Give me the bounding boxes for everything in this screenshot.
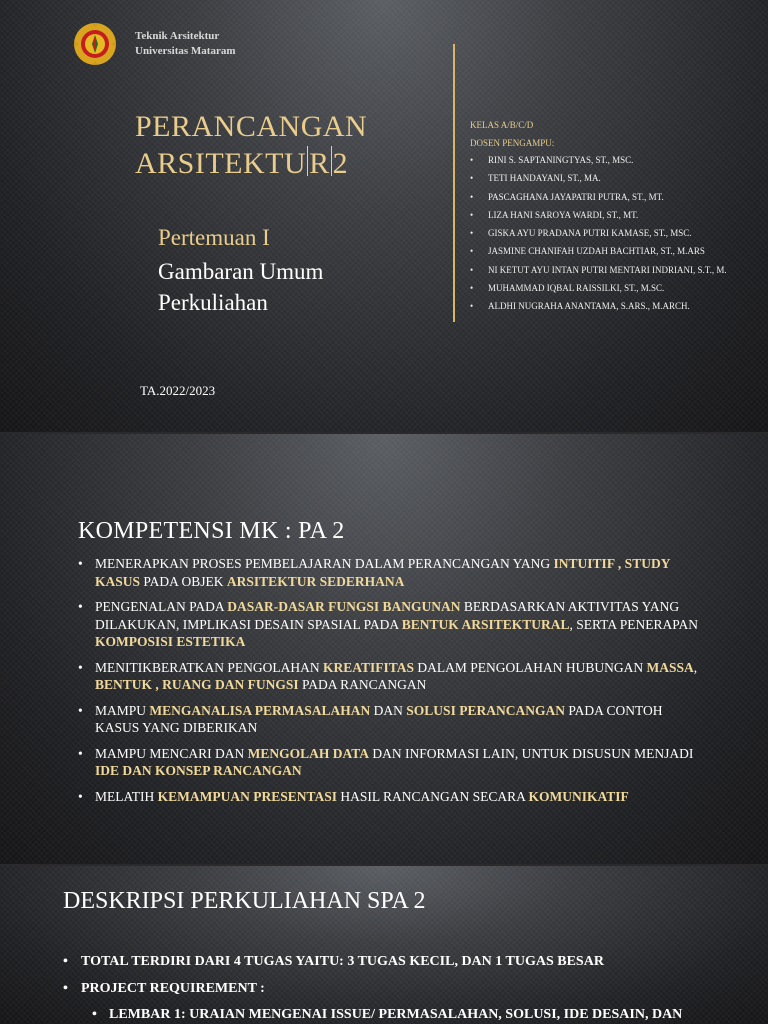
bullet-icon: • — [470, 228, 474, 239]
body-text: MAMPU MENCARI DAN — [95, 745, 248, 761]
bullet-icon: • — [470, 191, 474, 202]
body-text: HASIL RANCANGAN SECARA — [337, 788, 529, 804]
highlight-text: KOMPOSISI ESTETIKA — [95, 634, 246, 649]
lecturer-item — [470, 188, 727, 206]
bullet-icon: • — [470, 301, 474, 312]
lecturer-item — [470, 151, 727, 169]
lecturer-item — [470, 169, 727, 187]
competency-item — [78, 745, 698, 780]
lecturer-name: ALDHI NUGRAHA ANANTAMA, S.ARS., M.ARCH. — [488, 301, 690, 312]
body-text: DAN INFORMASI LAIN, UNTUK DISUSUN MENJADI — [369, 745, 694, 761]
bullet-icon: • — [470, 209, 474, 220]
competency-item — [78, 788, 698, 806]
highlight-text: INTUITIF , STUDY KASUS — [95, 556, 670, 589]
sub-list-item: • LEMBAR 1: URAIAN MENGENAI ISSUE/ PERMASALAHAN, SOLUSI, IDE DESAIN, DAN — [92, 1007, 683, 1022]
highlight-text: DASAR-DASAR FUNGSI BANGUNAN — [227, 599, 461, 614]
lecturer-item — [470, 206, 727, 224]
body-text: MAMPU — [95, 702, 150, 718]
course-title: PERANCANGAN ARSITEKTU R 2 — [135, 110, 368, 180]
body-text: , — [693, 659, 698, 675]
lecturer-name: LIZA HANI SAROYA WARDI, ST., MT. — [488, 209, 639, 220]
description-text: PROJECT REQUIREMENT : — [81, 981, 265, 996]
highlight-text: KEMAMPUAN PRESENTASI — [157, 788, 338, 804]
highlight-text: ARSITEKTUR SEDERHANA — [226, 573, 405, 589]
competency-item — [78, 555, 698, 590]
bullet-icon: • — [63, 954, 68, 969]
highlight-text: BENTUK ARSITEKTURAL — [401, 616, 570, 632]
bullet-icon: • — [470, 283, 474, 294]
meeting-label: Pertemuan I — [158, 225, 270, 250]
highlight-text: IDE DAN KONSEP RANCANGAN — [95, 763, 302, 778]
highlight-text: MENGANALISA PERMASALAHAN — [149, 702, 371, 718]
lecturer-item — [470, 279, 727, 297]
body-text: MENITIKBERATKAN PENGOLAHAN — [95, 659, 323, 675]
body-text: PADA OBJEK — [140, 573, 227, 589]
bullet-icon: • — [63, 981, 68, 996]
bullet-icon: • — [92, 1007, 97, 1022]
body-text: BERDASARKAN AKTIVITAS YANG DILAKUKAN, IMPLIKASI DESAIN SPASIAL PADA — [95, 599, 680, 632]
slide-deskripsi — [0, 866, 768, 1024]
bullet-icon: • — [470, 264, 474, 275]
lecturer-name: NI KETUT AYU INTAN PUTRI MENTARI INDRIANI, S.T., M. — [488, 264, 727, 275]
highlight-text: KREATIFITAS — [322, 659, 415, 675]
bullet-icon: • — [78, 788, 83, 804]
lecturer-name: PASCAGHANA JAYAPATRI PUTRA, ST., MT. — [488, 191, 664, 202]
body-text: MENERAPKAN PROSES PEMBELAJARAN DALAM PERANCANGAN YANG — [95, 556, 554, 571]
description-item — [63, 953, 723, 971]
university-logo — [73, 22, 117, 66]
meeting-subtitle: Gambaran Umum Perkuliahan — [158, 259, 324, 315]
bullet-icon: • — [470, 173, 474, 184]
lecturer-item — [470, 242, 727, 260]
slide-kompetensi — [0, 434, 768, 864]
vertical-divider — [453, 44, 455, 322]
highlight-text: SOLUSI PERANCANGAN — [406, 702, 565, 718]
slide-title — [0, 0, 768, 432]
description-text: TOTAL TERDIRI DARI 4 TUGAS YAITU: 3 TUGAS KECIL, DAN 1 TUGAS BESAR — [81, 954, 604, 969]
academic-year: TA.2022/2023 — [140, 383, 216, 398]
highlight-text: MENGOLAH DATA — [247, 745, 370, 761]
competency-item — [78, 598, 698, 651]
competency-list — [78, 555, 698, 813]
description-item — [63, 980, 723, 998]
bullet-icon: • — [78, 745, 83, 761]
institution-name: Teknik Arsitektur Universitas Mataram — [135, 30, 236, 57]
body-text: PADA RANCANGAN — [298, 677, 427, 692]
slide-heading: KOMPETENSI MK : PA 2 — [78, 518, 345, 544]
body-text: DALAM PENGOLAHAN HUBUNGAN — [414, 659, 647, 675]
bullet-icon: • — [470, 246, 474, 257]
lecturer-name: GISKA AYU PRADANA PUTRI KAMASE, ST., MSC. — [488, 228, 692, 239]
body-text: PADA CONTOH KASUS YANG DIBERIKAN — [95, 702, 663, 735]
class-info: KELAS A/B/C/D DOSEN PENGAMPU: — [470, 120, 555, 148]
body-text: MELATIH — [95, 788, 158, 804]
lecturer-name: JASMINE CHANIFAH UZDAH BACHTIAR, ST., M.ARS — [488, 246, 705, 257]
bullet-icon: • — [78, 659, 83, 675]
competency-item — [78, 659, 698, 694]
body-text: DAN — [370, 702, 407, 718]
competency-item — [78, 702, 698, 737]
lecturer-list — [470, 151, 727, 316]
bullet-icon: • — [78, 702, 83, 718]
highlight-text: BENTUK , RUANG DAN FUNGSI — [95, 677, 299, 692]
lecturer-item — [470, 224, 727, 242]
lecturer-item — [470, 297, 727, 315]
bullet-icon: • — [470, 155, 474, 165]
lecturer-item — [470, 261, 727, 279]
lecturer-name: TETI HANDAYANI, ST., MA. — [488, 173, 601, 184]
highlight-text: MASSA — [646, 659, 694, 675]
text-cursor — [331, 146, 332, 176]
highlight-text: KOMUNIKATIF — [528, 788, 629, 804]
slide-heading: DESKRIPSI PERKULIAHAN SPA 2 — [63, 888, 426, 914]
body-text: PENGENALAN PADA — [95, 599, 228, 614]
bullet-icon: • — [78, 599, 83, 614]
body-text: , SERTA PENERAPAN — [569, 616, 698, 632]
bullet-icon: • — [78, 556, 83, 571]
text-cursor — [307, 146, 308, 176]
description-list — [63, 953, 723, 1007]
lecturer-name: MUHAMMAD IQBAL RAISSILKI, ST., M.SC. — [488, 283, 665, 294]
lecturer-name: RINI S. SAPTANINGTYAS, ST., MSC. — [488, 155, 634, 165]
